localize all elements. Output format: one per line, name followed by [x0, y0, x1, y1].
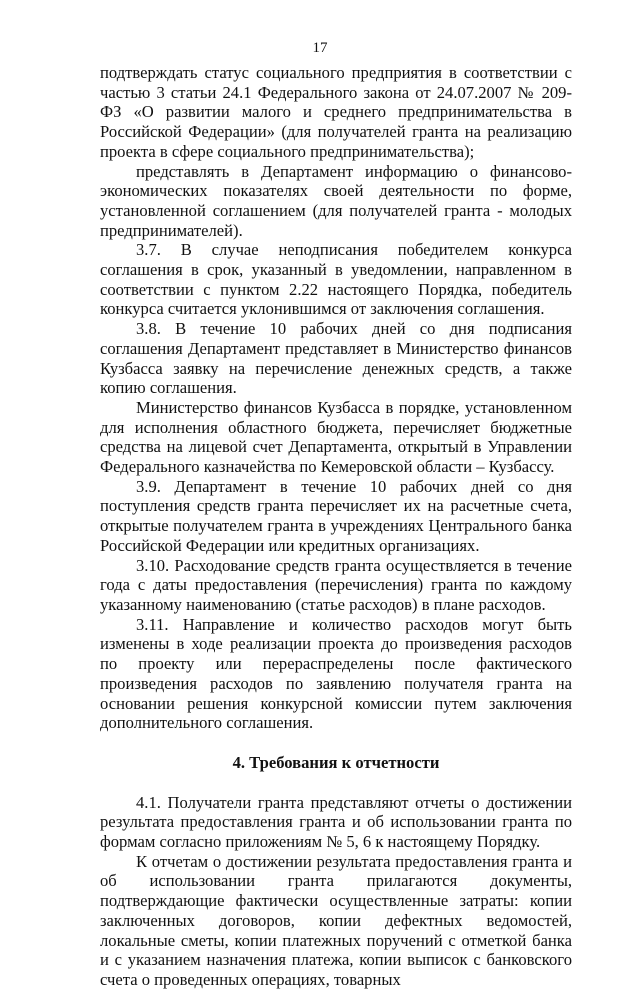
paragraph-social-enterprise-status: подтверждать статус социального предприятия в соответствии с частью 3 статьи 24.1 Федерального закона от 24.07.2007 № 209-ФЗ «О развитии малого и среднего предпринимательства в Российской Федерации» (для получателей гранта на реализацию проекта в сфере социального предпринимательства);: [100, 63, 572, 161]
section-heading: 4. Требования к отчетности: [232, 752, 440, 772]
paragraph-report-documents: К отчетам о достижении результата предоставления гранта и об использовании гранта прилагаются документы, подтверждающие фактически осуществленные затраты: копии заключенных договоров, копии дефектных ведомостей, локальные сметы, копии платежных поручений с отметкой банка и с указанием назначения платежа, копии выписок с банковского счета о проведенных операциях, товарных: [100, 851, 572, 989]
paragraph-4-1: 4.1. Получатели гранта представляют отчеты о достижении результата предоставления гранта и об использовании гранта по формам согласно приложениям № 5, 6 к настоящему Порядку.: [100, 792, 572, 852]
paragraph-3-10: 3.10. Расходование средств гранта осуществляется в течение года с даты предоставления (перечисления) гранта по каждому указанному наименованию (статье расходов) в плане расходов.: [100, 555, 572, 614]
page-number: 17: [312, 40, 328, 56]
paragraph-3-7: 3.7. В случае неподписания победителем конкурса соглашения в срок, указанный в уведомлении, направленном в соответствии с пунктом 2.22 настоящего Порядка, победитель конкурса считается уклонившимся от заключения соглашения.: [100, 240, 572, 319]
paragraph-3-8: 3.8. В течение 10 рабочих дней со дня подписания соглашения Департамент представляет в Министерство финансов Кузбасса заявку на перечисление денежных средств, а также копию соглашения.: [100, 319, 572, 398]
paragraph-ministry-finance: Министерство финансов Кузбасса в порядке, установленном для исполнения областного бюджета, перечисляет бюджетные средства на лицевой счет Департамента, открытый в Управлении Федерального казначейства по Кемеровской области – Кузбассу.: [100, 397, 572, 477]
paragraph-3-9: 3.9. Департамент в течение 10 рабочих дней со дня поступления средств гранта перечисляет их на расчетные счета, открытые получателем гранта в учреждениях Центрального банка Российской Федерации или кредитных организациях.: [100, 476, 572, 555]
document-body: [100, 63, 572, 990]
paragraph-3-11: 3.11. Направление и количество расходов могут быть изменены в ходе реализации проекта до произведения расходов по проекту или перераспределены после фактического произведения расходов по заявлению получателя гранта на основании решения конкурсной комиссии путем заключения дополнительного соглашения.: [100, 614, 572, 733]
paragraph-financial-info: представлять в Департамент информацию о финансово-экономических показателях своей деятельности по форме, установленной соглашением (для получателей гранта - молодых предпринимателей).: [100, 161, 572, 240]
